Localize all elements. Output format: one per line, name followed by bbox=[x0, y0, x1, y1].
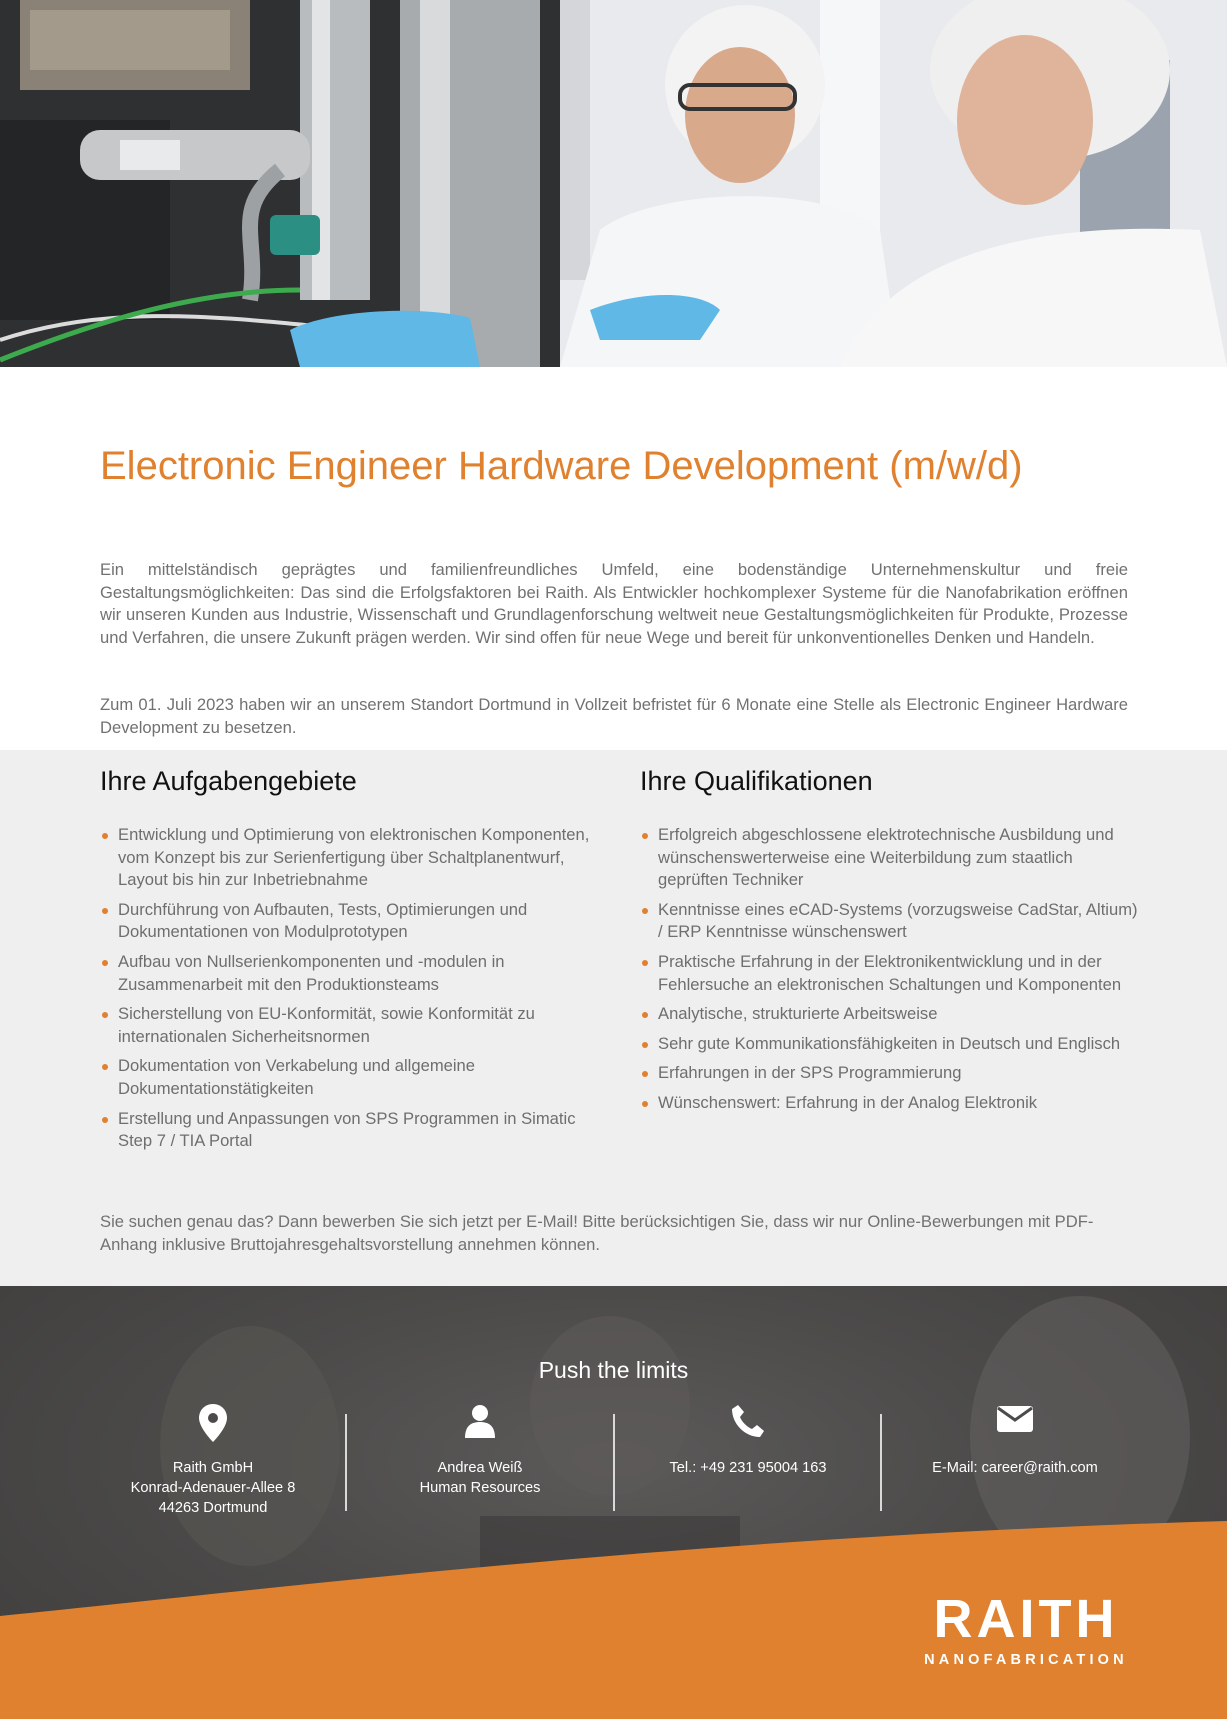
divider bbox=[613, 1414, 615, 1511]
raith-logo bbox=[918, 1589, 1134, 1668]
list-item: Kenntnisse eines eCAD-Systems (vorzugsweise CadStar, Altium) / ERP Kenntnisse wünschenswert bbox=[640, 899, 1140, 944]
tasks-heading: Ihre Aufgabengebiete bbox=[100, 766, 357, 796]
list-item: Erstellung und Anpassungen von SPS Programmen in Simatic Step 7 / TIA Portal bbox=[100, 1108, 600, 1153]
envelope-icon bbox=[885, 1404, 1145, 1444]
person-icon bbox=[350, 1404, 610, 1444]
address-block bbox=[83, 1404, 343, 1518]
contact-person-name: Andrea Weiß bbox=[437, 1460, 523, 1476]
lab-scene-illustration bbox=[0, 0, 1227, 367]
divider bbox=[880, 1414, 882, 1511]
list-item: Durchführung von Aufbauten, Tests, Optimierungen und Dokumentationen von Modulprototypen bbox=[100, 899, 600, 944]
phone-block[interactable] bbox=[618, 1404, 878, 1478]
footer bbox=[0, 1286, 1227, 1719]
qualifications-heading: Ihre Qualifikationen bbox=[640, 766, 873, 796]
divider bbox=[345, 1414, 347, 1511]
logo-brand: RAITH bbox=[933, 1589, 1119, 1649]
list-item: Dokumentation von Verkabelung und allgemeine Dokumentationstätigkeiten bbox=[100, 1055, 600, 1100]
email-address[interactable]: E-Mail: career@raith.com bbox=[932, 1460, 1098, 1476]
closing-paragraph: Sie suchen genau das? Dann bewerben Sie sich jetzt per E-Mail! Bitte berücksichtigen Sie, dass wir nur Online-Bewerbungen mit PDF-Anhang inklusive Bruttojahresgehaltsvorstellung annehmen können. bbox=[100, 1212, 1094, 1254]
position-paragraph: Zum 01. Juli 2023 haben wir an unserem Standort Dortmund in Vollzeit befristet für 6 Monate eine Stelle als Electronic Engineer Hardware Development zu besetzen. bbox=[100, 695, 1128, 737]
qualifications-list bbox=[640, 824, 1140, 1115]
person-block bbox=[350, 1404, 610, 1498]
tasks-column bbox=[100, 764, 600, 1160]
slogan: Push the limits bbox=[538, 1357, 689, 1383]
list-item: Sehr gute Kommunikationsfähigkeiten in Deutsch und Englisch bbox=[640, 1033, 1140, 1056]
logo-tagline: NANOFABRICATION bbox=[924, 1652, 1128, 1668]
tasks-list bbox=[100, 824, 600, 1153]
phone-icon bbox=[618, 1404, 878, 1444]
list-item: Erfolgreich abgeschlossene elektrotechnische Ausbildung und wünschenswerterweise eine Weiterbildung zum staatlich geprüften Techniker bbox=[640, 824, 1140, 892]
email-block[interactable] bbox=[885, 1404, 1145, 1478]
list-item: Entwicklung und Optimierung von elektronischen Komponenten, vom Konzept bis zur Serienfertigung über Schaltplanentwurf, Layout bis hin zur Inbetriebnahme bbox=[100, 824, 600, 892]
job-title: Electronic Engineer Hardware Development (m/w/d) bbox=[100, 444, 1023, 488]
qualifications-column bbox=[640, 764, 1140, 1122]
list-item: Sicherstellung von EU-Konformität, sowie Konformität zu internationalen Sicherheitsnormen bbox=[100, 1003, 600, 1048]
city: 44263 Dortmund bbox=[158, 1500, 268, 1516]
phone-number[interactable]: Tel.: +49 231 95004 163 bbox=[669, 1460, 827, 1476]
list-item: Wünschenswert: Erfahrung in der Analog Elektronik bbox=[640, 1092, 1140, 1115]
intro-paragraph: Ein mittelständisch geprägtes und familienfreundliches Umfeld, eine bodenständige Unternehmenskultur und freie Gestaltungsmöglichkeiten: Das sind die Erfolgsfaktoren bei Raith. Als Entwickler hochkomplexer Systeme für die Nanofabrikation eröffnen wir unseren Kunden aus Industrie, Wissenschaft und Grundlagenforschung weltweit neue Gestaltungsmöglichkeiten für Produkte, Prozesse und Verfahren, die unsere Zukunft prägen werden. Wir sind offen für neue Wege und bereit für unkonventionelles Denken und Handeln. bbox=[100, 560, 1128, 647]
list-item: Erfahrungen in der SPS Programmierung bbox=[640, 1062, 1140, 1085]
company-name: Raith GmbH bbox=[172, 1460, 254, 1476]
street: Konrad-Adenauer-Allee 8 bbox=[130, 1480, 296, 1496]
contact-person-role: Human Resources bbox=[419, 1480, 541, 1496]
list-item: Analytische, strukturierte Arbeitsweise bbox=[640, 1003, 1140, 1026]
hero-photo bbox=[0, 0, 1227, 367]
list-item: Praktische Erfahrung in der Elektronikentwicklung und in der Fehlersuche an elektronischen Schaltungen und Komponenten bbox=[640, 951, 1140, 996]
location-pin-icon bbox=[83, 1404, 343, 1444]
list-item: Aufbau von Nullserienkomponenten und -modulen in Zusammenarbeit mit den Produktionsteams bbox=[100, 951, 600, 996]
